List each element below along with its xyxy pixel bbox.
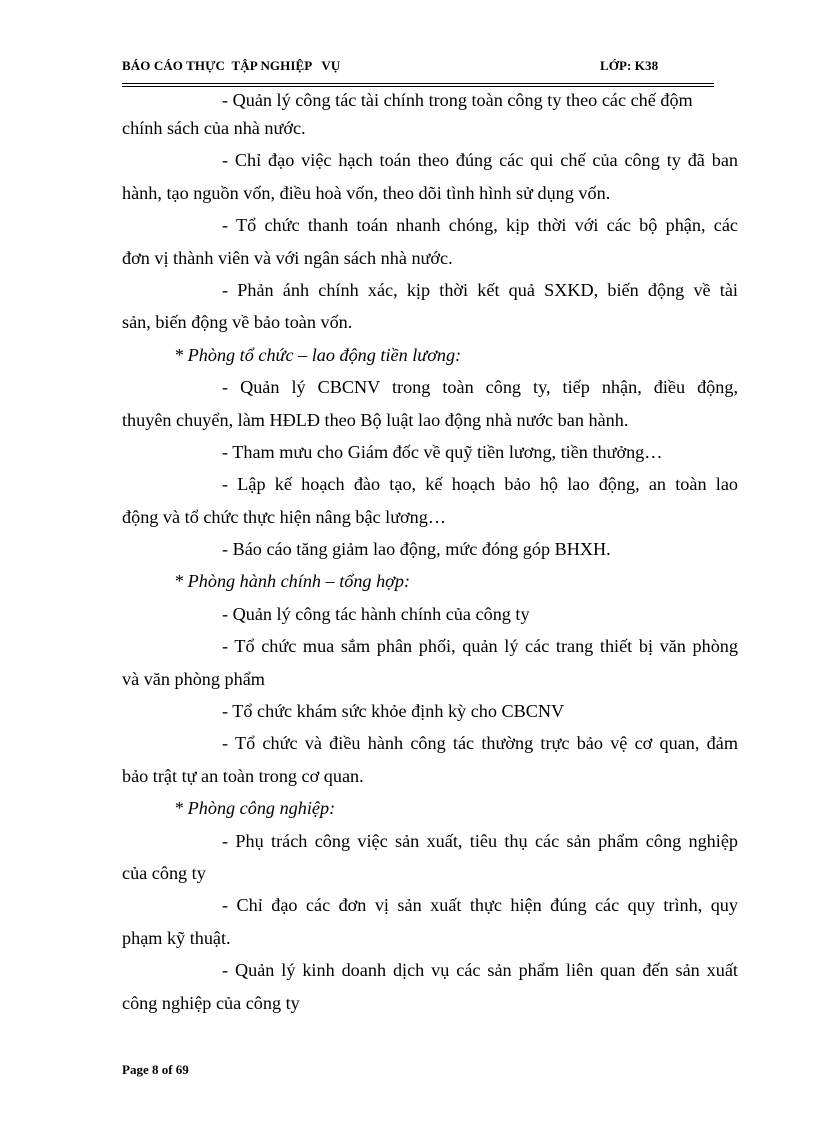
paragraph-line xyxy=(122,501,738,533)
paragraph-text: và văn phòng phẩm xyxy=(122,668,265,689)
paragraph-text: sản, biến động về bảo toàn vốn. xyxy=(122,312,353,333)
paragraph-text: đơn vị thành viên và với ngân sách nhà nước. xyxy=(122,247,453,268)
class-label: LỚP: K38 xyxy=(600,58,659,73)
paragraph-text: - Quản lý công tác hành chính của công ty xyxy=(222,603,530,624)
page-number: Page 8 of 69 xyxy=(122,1062,189,1077)
paragraph-text: hành, tạo nguồn vốn, điều hoà vốn, theo dõi tình hình sử dụng vốn. xyxy=(122,182,611,203)
paragraph-text: - Tổ chức thanh toán nhanh chóng, kịp thời với các bộ phận, các xyxy=(222,215,738,236)
paragraph-text: của công ty xyxy=(122,862,206,883)
paragraph-line xyxy=(122,825,738,857)
paragraph-text: công nghiệp của công ty xyxy=(122,992,300,1013)
section-heading-text: * Phòng hành chính – tổng hợp: xyxy=(174,571,411,592)
paragraph-line xyxy=(122,922,738,954)
paragraph-line xyxy=(122,954,738,986)
paragraph-text: - Phụ trách công việc sản xuất, tiêu thụ các sản phẩm công nghiệp xyxy=(222,830,738,851)
page-footer xyxy=(122,1062,189,1078)
paragraph-line xyxy=(122,533,738,565)
paragraph-line xyxy=(122,630,738,662)
paragraph-line xyxy=(122,306,738,338)
section-heading-text: * Phòng công nghiệp: xyxy=(174,798,336,819)
paragraph-line xyxy=(122,695,738,727)
paragraph-line xyxy=(122,84,738,112)
paragraph-text: - Chỉ đạo việc hạch toán theo đúng các qui chế của công ty đã ban xyxy=(222,150,738,171)
paragraph-text: - Tổ chức khám sức khỏe định kỳ cho CBCNV xyxy=(222,701,565,722)
paragraph-line xyxy=(122,112,738,144)
paragraph-text: chính sách của nhà nước. xyxy=(122,118,306,138)
paragraph-line xyxy=(122,598,738,630)
paragraph-line xyxy=(122,404,738,436)
paragraph-text: bảo trật tự an toàn trong cơ quan. xyxy=(122,765,364,786)
paragraph-line xyxy=(122,144,738,176)
report-title: BÁO CÁO THỰC TẬP NGHIỆP VỤ xyxy=(122,58,341,73)
paragraph-line xyxy=(122,274,738,306)
section-heading xyxy=(122,339,738,371)
paragraph-line xyxy=(122,663,738,695)
paragraph-text: phạm kỹ thuật. xyxy=(122,927,231,948)
paragraph-text: - Phản ánh chính xác, kịp thời kết quả SXKD, biến động về tài xyxy=(222,279,738,300)
paragraph-text: - Tổ chức và điều hành công tác thường trực bảo vệ cơ quan, đảm xyxy=(222,733,738,754)
document-body xyxy=(122,84,738,1019)
paragraph-line xyxy=(122,889,738,921)
paragraph-text: - Quản lý công tác tài chính trong toàn công ty theo các chế độm xyxy=(222,90,693,110)
paragraph-text: - Báo cáo tăng giảm lao động, mức đóng góp BHXH. xyxy=(222,539,611,560)
paragraph-line xyxy=(122,468,738,500)
paragraph-line xyxy=(122,760,738,792)
paragraph-line xyxy=(122,436,738,468)
section-heading-text: * Phòng tổ chức – lao động tiền lương: xyxy=(174,344,462,365)
section-heading xyxy=(122,565,738,597)
paragraph-text: - Quản lý CBCNV trong toàn công ty, tiếp nhận, điều động, xyxy=(222,377,738,398)
paragraph-text: động và tổ chức thực hiện nâng bậc lương… xyxy=(122,506,447,527)
page-header xyxy=(122,58,714,80)
paragraph-line xyxy=(122,371,738,403)
paragraph-line xyxy=(122,177,738,209)
paragraph-text: - Chỉ đạo các đơn vị sản xuất thực hiện đúng các quy trình, quy xyxy=(222,895,738,916)
paragraph-text: thuyên chuyển, làm HĐLĐ theo Bộ luật lao động nhà nước ban hành. xyxy=(122,409,629,430)
paragraph-line xyxy=(122,987,738,1019)
paragraph-line xyxy=(122,242,738,274)
paragraph-line xyxy=(122,857,738,889)
paragraph-line xyxy=(122,209,738,241)
section-heading xyxy=(122,792,738,824)
paragraph-line xyxy=(122,727,738,759)
paragraph-text: - Quản lý kinh doanh dịch vụ các sản phẩm liên quan đến sản xuất xyxy=(222,960,738,981)
paragraph-text: - Lập kế hoạch đào tạo, kế hoạch bảo hộ lao động, an toàn lao xyxy=(222,474,738,495)
paragraph-text: - Tham mưu cho Giám đốc về quỹ tiền lương, tiền thưởng… xyxy=(222,441,663,462)
paragraph-text: - Tổ chức mua sắm phân phối, quản lý các trang thiết bị văn phòng xyxy=(222,636,738,657)
